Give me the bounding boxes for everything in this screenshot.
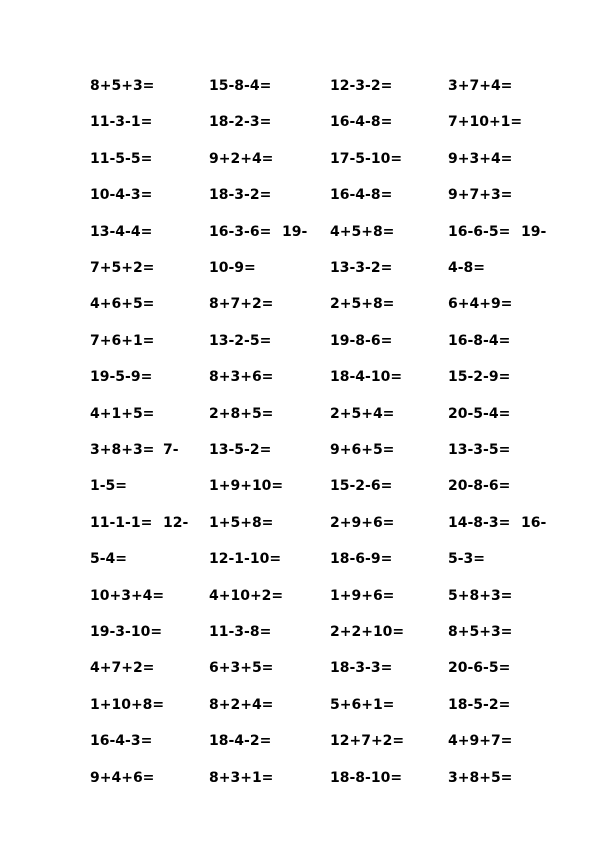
problem-r14-c2: 1+9+6= bbox=[330, 588, 395, 604]
problem-r7-c3: 16-8-4= bbox=[448, 333, 511, 349]
problem-r4-c1: 16-3-6= bbox=[209, 224, 272, 240]
problem-r4-c0: 13-4-4= bbox=[90, 224, 153, 240]
problem-r13-c3: 5-3= bbox=[448, 551, 486, 567]
problem-r7-c1: 13-2-5= bbox=[209, 333, 272, 349]
problem-r2-c2: 17-5-10= bbox=[330, 151, 403, 167]
problem-r8-c0: 19-5-9= bbox=[90, 369, 153, 385]
problem-r3-c3: 9+7+3= bbox=[448, 187, 513, 203]
problem-r3-c2: 16-4-8= bbox=[330, 187, 393, 203]
problem-fragment-0: 19- bbox=[282, 224, 308, 240]
problem-r18-c2: 12+7+2= bbox=[330, 733, 405, 749]
problem-r11-c3: 20-8-6= bbox=[448, 478, 511, 494]
problem-r11-c0: 1-5= bbox=[90, 478, 128, 494]
problem-r18-c3: 4+9+7= bbox=[448, 733, 513, 749]
problem-r8-c2: 18-4-10= bbox=[330, 369, 403, 385]
problem-r5-c0: 7+5+2= bbox=[90, 260, 155, 276]
problem-r11-c2: 15-2-6= bbox=[330, 478, 393, 494]
problem-r2-c0: 11-5-5= bbox=[90, 151, 153, 167]
problem-r1-c2: 16-4-8= bbox=[330, 114, 393, 130]
problem-r15-c2: 2+2+10= bbox=[330, 624, 405, 640]
problem-r18-c1: 18-4-2= bbox=[209, 733, 272, 749]
problem-r9-c0: 4+1+5= bbox=[90, 406, 155, 422]
problem-r13-c1: 12-1-10= bbox=[209, 551, 282, 567]
problem-r1-c0: 11-3-1= bbox=[90, 114, 153, 130]
problem-r5-c3: 4-8= bbox=[448, 260, 486, 276]
problem-r5-c2: 13-3-2= bbox=[330, 260, 393, 276]
problem-r9-c3: 20-5-4= bbox=[448, 406, 511, 422]
problem-r9-c2: 2+5+4= bbox=[330, 406, 395, 422]
problem-r0-c2: 12-3-2= bbox=[330, 78, 393, 94]
problem-r19-c0: 9+4+6= bbox=[90, 770, 155, 786]
problem-fragment-2: 7- bbox=[163, 442, 179, 458]
problem-r9-c1: 2+8+5= bbox=[209, 406, 274, 422]
problem-r7-c2: 19-8-6= bbox=[330, 333, 393, 349]
problem-r0-c3: 3+7+4= bbox=[448, 78, 513, 94]
problem-r6-c0: 4+6+5= bbox=[90, 296, 155, 312]
problem-r5-c1: 10-9= bbox=[209, 260, 256, 276]
problem-r18-c0: 16-4-3= bbox=[90, 733, 153, 749]
problem-r1-c1: 18-2-3= bbox=[209, 114, 272, 130]
problem-r8-c3: 15-2-9= bbox=[448, 369, 511, 385]
problem-r11-c1: 1+9+10= bbox=[209, 478, 284, 494]
problem-r2-c1: 9+2+4= bbox=[209, 151, 274, 167]
problem-r6-c1: 8+7+2= bbox=[209, 296, 274, 312]
problem-r19-c3: 3+8+5= bbox=[448, 770, 513, 786]
problem-fragment-4: 16- bbox=[521, 515, 547, 531]
problem-r14-c1: 4+10+2= bbox=[209, 588, 284, 604]
problem-r0-c1: 15-8-4= bbox=[209, 78, 272, 94]
problem-r17-c2: 5+6+1= bbox=[330, 697, 395, 713]
problem-r12-c0: 11-1-1= bbox=[90, 515, 153, 531]
problem-r8-c1: 8+3+6= bbox=[209, 369, 274, 385]
problem-r13-c2: 18-6-9= bbox=[330, 551, 393, 567]
problem-r17-c3: 18-5-2= bbox=[448, 697, 511, 713]
problem-r10-c1: 13-5-2= bbox=[209, 442, 272, 458]
problem-r15-c1: 11-3-8= bbox=[209, 624, 272, 640]
problem-r1-c3: 7+10+1= bbox=[448, 114, 523, 130]
problem-r17-c1: 8+2+4= bbox=[209, 697, 274, 713]
problem-r6-c2: 2+5+8= bbox=[330, 296, 395, 312]
problem-r19-c1: 8+3+1= bbox=[209, 770, 274, 786]
problem-r2-c3: 9+3+4= bbox=[448, 151, 513, 167]
problem-r4-c3: 16-6-5= bbox=[448, 224, 511, 240]
problem-r15-c3: 8+5+3= bbox=[448, 624, 513, 640]
problem-r3-c1: 18-3-2= bbox=[209, 187, 272, 203]
problem-r12-c2: 2+9+6= bbox=[330, 515, 395, 531]
problem-r16-c1: 6+3+5= bbox=[209, 660, 274, 676]
problem-fragment-1: 19- bbox=[521, 224, 547, 240]
problem-r16-c2: 18-3-3= bbox=[330, 660, 393, 676]
problem-r12-c3: 14-8-3= bbox=[448, 515, 511, 531]
problem-r14-c0: 10+3+4= bbox=[90, 588, 165, 604]
problem-r13-c0: 5-4= bbox=[90, 551, 128, 567]
problem-r16-c3: 20-6-5= bbox=[448, 660, 511, 676]
problem-fragment-3: 12- bbox=[163, 515, 189, 531]
problem-r3-c0: 10-4-3= bbox=[90, 187, 153, 203]
problem-r10-c2: 9+6+5= bbox=[330, 442, 395, 458]
problem-r14-c3: 5+8+3= bbox=[448, 588, 513, 604]
problem-r4-c2: 4+5+8= bbox=[330, 224, 395, 240]
problem-r16-c0: 4+7+2= bbox=[90, 660, 155, 676]
problem-r10-c3: 13-3-5= bbox=[448, 442, 511, 458]
problem-r12-c1: 1+5+8= bbox=[209, 515, 274, 531]
problem-r17-c0: 1+10+8= bbox=[90, 697, 165, 713]
problem-r0-c0: 8+5+3= bbox=[90, 78, 155, 94]
problem-r10-c0: 3+8+3= bbox=[90, 442, 155, 458]
problem-r6-c3: 6+4+9= bbox=[448, 296, 513, 312]
problem-r7-c0: 7+6+1= bbox=[90, 333, 155, 349]
problem-r15-c0: 19-3-10= bbox=[90, 624, 163, 640]
problem-r19-c2: 18-8-10= bbox=[330, 770, 403, 786]
